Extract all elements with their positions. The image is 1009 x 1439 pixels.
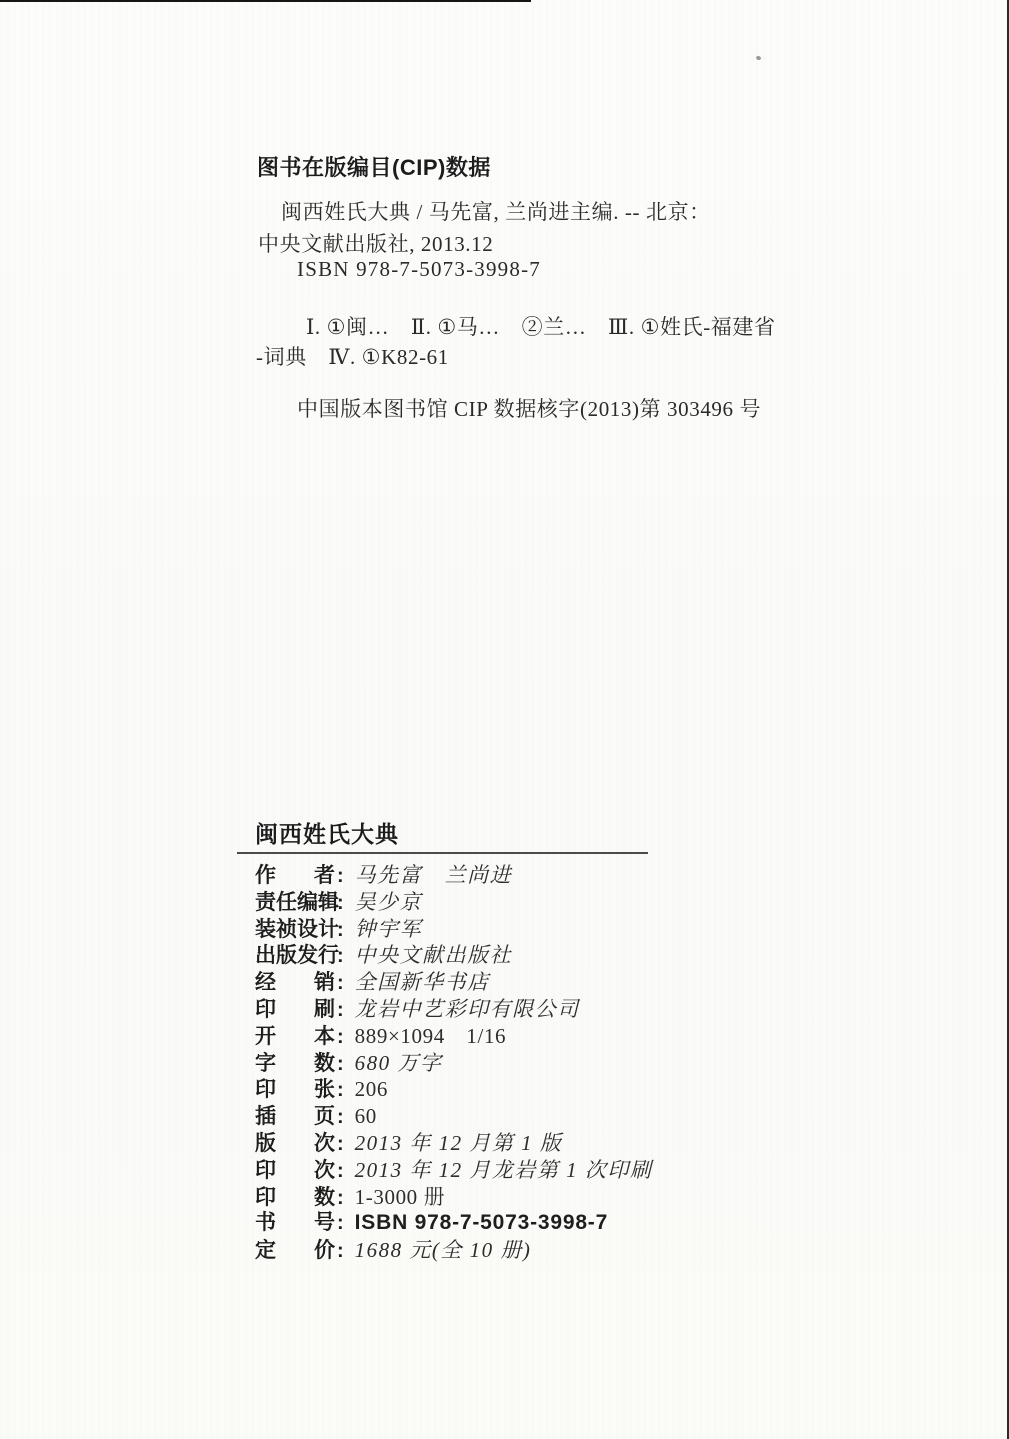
colophon-row-label: 插 页: [255, 1105, 335, 1129]
colophon-row-label: 经 销: [255, 971, 335, 995]
colophon-book-title: 闽西姓氏大典: [255, 821, 399, 847]
colophon-row: [255, 1157, 735, 1184]
cip-isbn-line: ISBN 978-7-5073-3998-7: [297, 257, 541, 281]
colophon-row-value: 钟宇军: [354, 916, 423, 941]
scan-speck: [755, 55, 761, 60]
colophon-row-label: 印 刷: [255, 997, 335, 1021]
colophon-row-colon: :: [337, 998, 344, 1021]
colophon-row-value: 吴少京: [354, 889, 423, 914]
colophon-row: [255, 862, 735, 889]
colophon-row-label: 版 次: [255, 1131, 335, 1155]
colophon-row-label: 字 数: [255, 1051, 335, 1075]
colophon-row-colon: :: [337, 1212, 344, 1235]
colophon-row-label: 印 次: [255, 1158, 335, 1182]
colophon-row: [255, 1184, 735, 1211]
colophon-row-colon: :: [337, 1132, 344, 1155]
colophon-row: [255, 1130, 735, 1157]
colophon-row: [255, 1103, 735, 1130]
scan-edge-top: [0, 0, 531, 2]
colophon-row-value: 龙岩中艺彩印有限公司: [354, 996, 580, 1021]
colophon-row-value: 全国新华书店: [354, 970, 490, 995]
colophon-row-label: 装 祯 设 计: [255, 917, 339, 941]
colophon-row: [255, 1050, 735, 1077]
colophon-row: [255, 889, 735, 916]
cip-heading: 图书在版编目(CIP)数据: [257, 155, 491, 180]
cip-classification-line-2: -词典 Ⅳ. ①K82-61: [256, 345, 449, 369]
colophon-row-label: 定 价: [255, 1239, 335, 1263]
colophon-row-value: ISBN 978-7-5073-3998-7: [354, 1211, 609, 1235]
colophon-row-value: 1688 元(全 10 册): [354, 1238, 532, 1263]
colophon-row: [255, 969, 735, 996]
colophon-row: [255, 942, 735, 969]
colophon-row-colon: :: [337, 891, 344, 914]
cip-title-statement-line: 闽西姓氏大典 / 马先富, 兰尚进主编. -- 北京：: [281, 200, 711, 224]
colophon-divider: [237, 852, 648, 854]
colophon-row-colon: :: [337, 1186, 344, 1209]
colophon-row-value: 2013 年 12 月第 1 版: [354, 1130, 563, 1155]
colophon-row-label: 印 张: [255, 1078, 335, 1102]
colophon-row-label: 印 数: [255, 1185, 335, 1209]
colophon-row-value: 889×1094 1/16: [354, 1023, 507, 1048]
colophon-row-colon: :: [337, 1052, 344, 1075]
colophon-row-label: 出 版 发 行: [255, 944, 339, 968]
cip-publisher-line: 中央文献出版社, 2013.12: [258, 232, 494, 256]
colophon-row: [255, 1076, 735, 1103]
colophon-row-label: 责 任 编 辑: [255, 890, 339, 914]
colophon-row-colon: :: [337, 1106, 344, 1129]
colophon-row-label: 开 本: [255, 1024, 335, 1048]
colophon-row-colon: :: [337, 1079, 344, 1102]
colophon-row-value: 206: [354, 1077, 388, 1102]
colophon-row-value: 马先富 兰尚进: [354, 863, 513, 887]
colophon-row-value: 60: [354, 1104, 377, 1129]
colophon-rows: [255, 862, 735, 1264]
colophon-row-colon: :: [337, 865, 344, 887]
colophon-row: [255, 916, 735, 943]
colophon-row-colon: :: [337, 972, 344, 995]
colophon-row-value: 中央文献出版社: [354, 943, 513, 968]
colophon-row-label: 书 号: [255, 1211, 335, 1235]
colophon-row: [255, 996, 735, 1023]
colophon-row-colon: :: [337, 1240, 344, 1263]
colophon-row: [255, 1237, 735, 1264]
colophon-row-value: 2013 年 12 月龙岩第 1 次印刷: [354, 1157, 653, 1182]
cip-record-number: 中国版本图书馆 CIP 数据核字(2013)第 303496 号: [297, 397, 762, 421]
colophon-row-label: 作 者: [255, 864, 335, 887]
colophon-row: [255, 1210, 735, 1237]
colophon-row-value: 1-3000 册: [354, 1184, 446, 1209]
colophon-row-colon: :: [337, 945, 344, 968]
colophon-row-colon: :: [337, 1025, 344, 1048]
colophon-row: [255, 1023, 735, 1050]
cip-classification-line-1: Ⅰ. ①闽… Ⅱ. ①马… ②兰… Ⅲ. ①姓氏-福建省: [306, 315, 776, 339]
colophon-row-colon: :: [337, 918, 344, 941]
colophon-row-value: 680 万字: [354, 1050, 443, 1075]
colophon-row-colon: :: [337, 1159, 344, 1182]
